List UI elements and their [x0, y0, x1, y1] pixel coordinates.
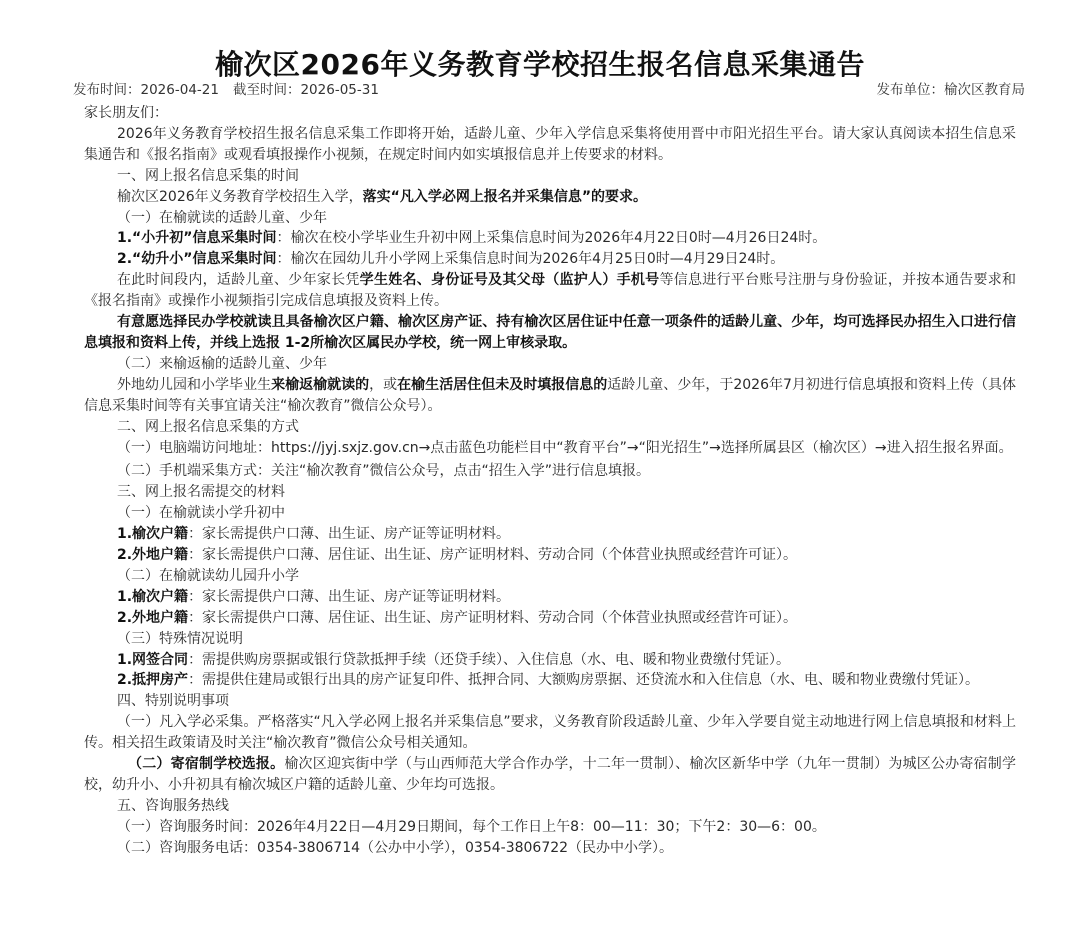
item-text: ：需提供住建局或银行出具的房产证复印件、抵押合同、大额购房票据、还贷流水和入住信息（水、电、暖和物业费缴付凭证）。 — [188, 672, 980, 689]
para-bold: 来榆返榆就读的 — [271, 376, 370, 393]
page-title: 榆次区2026年义务教育学校招生报名信息采集通告 — [215, 47, 865, 81]
notice-meta — [73, 78, 1025, 98]
item-text: ：榆次在校小学毕业生升初中网上采集信息时间为2026年4月22日0时—4月26日24时。 — [276, 230, 827, 247]
service-phones: （二）咨询服务电话：0354-3806714（公办中小学），0354-3806722（民办中小学）。 — [117, 839, 674, 856]
special-item — [84, 670, 1016, 691]
section-3-sub-2: （二）在榆就读幼儿园升小学 — [117, 567, 299, 584]
para-text: 等信息进行平台账号注册与身份验证，并按本通告要求和《报名指南》或操作小视频指引完成信息填报及资料上传。 — [84, 272, 1017, 310]
para-bold: 学生姓名、身份证号及其父母（监护人）手机号 — [359, 272, 660, 289]
section-3-sub-1: （一）在榆就读小学升初中 — [117, 505, 285, 522]
para-text: 在此时间段内，适龄儿童、少年家长凭 — [117, 272, 360, 289]
notice-body — [84, 103, 1016, 859]
section-5-heading: 五、咨询服务热线 — [117, 797, 229, 814]
item-label: 1.榆次户籍 — [117, 588, 189, 605]
para-text: 外地幼儿园和小学毕业生 — [117, 376, 272, 393]
section-4-item-2 — [84, 754, 1016, 796]
section-3-heading: 三、网上报名需提交的材料 — [117, 484, 285, 501]
special-item — [84, 650, 1016, 671]
lead-bold: 落实“凡入学必网上报名并采集信息”的要求。 — [362, 188, 648, 205]
publisher-label: 发布单位： — [876, 82, 944, 98]
service-hours: （一）咨询服务时间：2026年4月22日—4月29日期间，每个工作日上午8：00—11：30；下午2：30—6：00。 — [117, 818, 826, 835]
section-4-item-1: （一）凡入学必采集。严格落实“凡入学必网上报名并采集信息”要求，义务教育阶段适龄儿童、少年入学要自觉主动地进行网上信息填报和材料上传。相关招生政策请及时关注“榆次教育”微信公众号相关通知。 — [84, 714, 1016, 752]
lead-text: 榆次区2026年义务教育学校招生入学， — [117, 188, 363, 205]
item-label: 1.榆次户籍 — [117, 526, 189, 543]
publisher-name: 榆次区教育局 — [944, 82, 1025, 98]
section-4-heading: 四、特别说明事项 — [117, 693, 229, 710]
item-label: 2.抵押房产 — [117, 672, 189, 689]
deadline-label: 截至时间： — [232, 82, 301, 98]
para-bold: 在榆生活居住但未及时填报信息的 — [397, 376, 608, 393]
private-bold: 有意愿选择民办学校就读且具备榆次区户籍、榆次区房产证、持有榆次区居住证中任意一项条件的适龄儿童、少年，均可选择民办招生入口进行信息填报和资料上传，并线上选报 1-2所榆次区属民办学校，统一网上审核录取。 — [84, 314, 1016, 351]
section-1-sub-1: （一）在榆就读的适龄儿童、少年 — [117, 209, 327, 226]
intro-paragraph: 2026年义务教育学校招生报名信息采集工作即将开始，适龄儿童、少年入学信息采集将使用晋中市阳光招生平台。请大家认真阅读本招生信息采集通告和《报名指南》或观看填报操作小视频，在规定时间内如实填报信息并上传要求的材料。 — [84, 125, 1016, 163]
material-item — [84, 545, 1016, 566]
return-paragraph — [84, 375, 1016, 417]
material-item — [84, 608, 1016, 629]
pc-method: （一）电脑端访问地址：https://jyj.sxjz.gov.cn→点击蓝色功能栏目中“教育平台”→“阳光招生”→选择所属县区（榆次区）→进入招生报名界面。 — [117, 439, 1013, 456]
item-text: ：家长需提供户口薄、出生证、房产证等证明材料。 — [188, 588, 511, 605]
item-text: 榆次区迎宾街中学（与山西师范大学合作办学，十二年一贯制）、榆次区新华中学（九年一贯制）为城区公办寄宿制学校，幼升小、小升初具有榆次城区户籍的适龄儿童、少年均可选报。 — [84, 756, 1017, 793]
section-1-item-1 — [84, 228, 1016, 249]
section-1-lead — [84, 187, 1016, 208]
item-text: ：需提供购房票据或银行贷款抵押手续（还贷手续）、入住信息（水、电、暖和物业费缴付凭证）。 — [188, 651, 791, 668]
section-1-heading: 一、网上报名信息采集的时间 — [117, 167, 299, 184]
para-text: ，或 — [369, 376, 398, 393]
section-1-item-2 — [84, 249, 1016, 270]
section-1-sub-2: （二）来榆返榆的适龄儿童、少年 — [117, 355, 327, 372]
publisher — [877, 78, 1026, 98]
para-text: 适龄儿童、少年，于2026年7月初进行信息填报和资料上传（具体信息采集时间等有关事宜请关注“榆次教育”微信公众号）。 — [84, 376, 1017, 414]
section-2-heading: 二、网上报名信息采集的方式 — [117, 418, 299, 435]
item-label: 2.“幼升小”信息采集时间 — [117, 251, 277, 268]
material-item — [84, 524, 1016, 545]
private-school-paragraph — [84, 312, 1016, 354]
greeting: 家长朋友们： — [84, 105, 168, 121]
item-label: 1.“小升初”信息采集时间 — [117, 230, 277, 247]
item-label: 1.网签合同 — [117, 651, 189, 668]
registration-paragraph — [84, 270, 1016, 312]
deadline-date: 2026-05-31 — [300, 82, 379, 98]
item-text: ：家长需提供户口薄、出生证、房产证等证明材料。 — [188, 526, 511, 543]
item-text: ：家长需提供户口薄、居住证、出生证、房产证明材料、劳动合同（个体营业执照或经营许可证）。 — [188, 547, 798, 564]
item-text: ：榆次在园幼儿升小学网上采集信息时间为2026年4月25日0时—4月29日24时。 — [276, 251, 785, 268]
item-label: 2.外地户籍 — [117, 609, 189, 626]
item-label: （二）寄宿制学校选报。 — [128, 756, 285, 773]
item-label: 2.外地户籍 — [117, 547, 189, 564]
item-text: ：家长需提供户口薄、居住证、出生证、房产证明材料、劳动合同（个体营业执照或经营许可证）。 — [188, 609, 798, 626]
mobile-method: （二）手机端采集方式：关注“榆次教育”微信公众号，点击“招生入学”进行信息填报。 — [117, 463, 651, 480]
publish-date: 2026-04-21 — [140, 82, 219, 98]
section-3-sub-3: （三）特殊情况说明 — [117, 630, 243, 647]
material-item — [84, 587, 1016, 608]
publish-label: 发布时间： — [73, 82, 141, 98]
dates — [73, 78, 379, 98]
